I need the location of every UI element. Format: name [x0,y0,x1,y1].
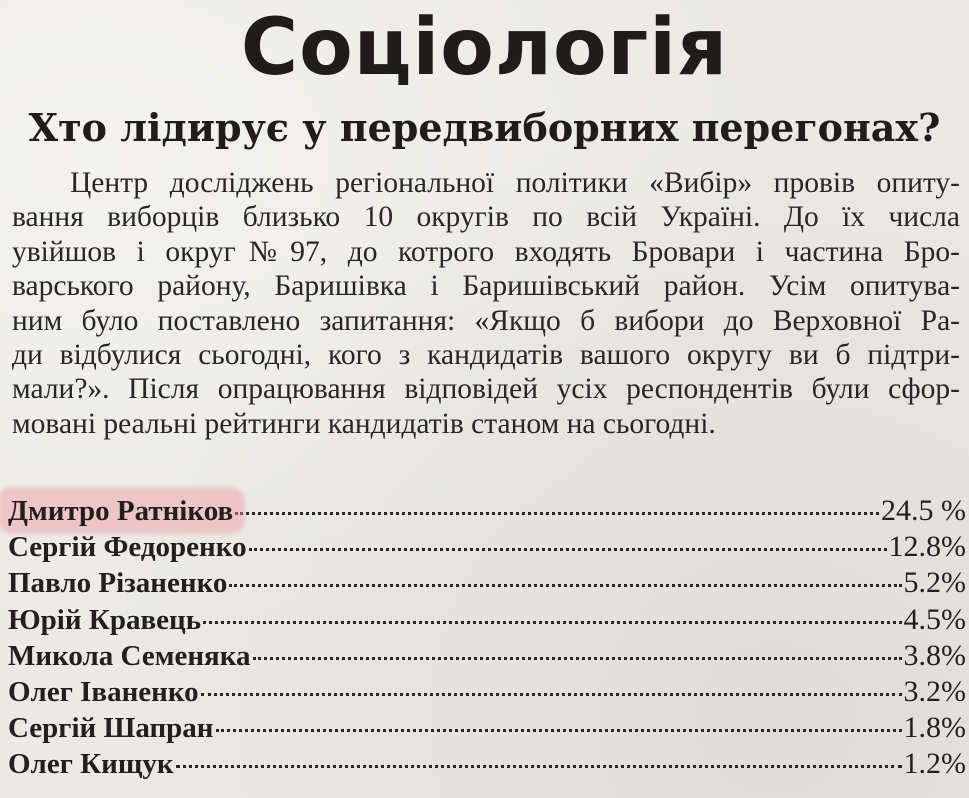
candidate-name: Павло Різаненко [8,567,228,600]
candidate-percent: 3.2% [903,674,966,708]
article-subtitle: Хто лідирує у передвиборних перегонах? [28,105,941,150]
candidate-name: Олег Іваненко [8,675,199,708]
page-title: Соціологія [240,3,729,93]
rating-row [8,603,966,639]
candidate-name: Юрій Кравець [8,603,202,636]
candidate-percent: 24.5 % [881,494,966,527]
dot-leader [229,584,901,587]
dot-leader [201,693,902,696]
candidate-name: Микола Семеняка [8,639,251,672]
body-line: мовані реальні рейтинги кандидатів станом на сьогодні. [12,407,716,440]
candidate-percent: 5.2% [903,566,966,600]
body-line: вання виборців близько 10 округів по всій Україні. До їх числа [12,201,960,234]
candidate-name: Сергій Шапран [8,712,214,745]
rating-row [8,494,966,530]
rating-row [8,639,966,675]
candidate-percent: 3.8% [903,638,966,672]
dot-leader [203,621,901,624]
dot-leader [176,765,902,768]
ratings-list [8,494,966,784]
body-line: Центр досліджень регіональної політики «Вибір» провів опиту- [70,167,960,199]
article-body [12,166,960,441]
candidate-name: Дмитро Ратніков [8,495,234,527]
body-line: ним було поставлено запитання: «Якщо б вибори до Верховної Ра- [12,304,960,337]
body-line: варського району, Баришівка і Баришівський район. Усім опитува- [12,270,960,303]
rating-row [8,566,966,602]
dot-leader [253,657,902,660]
rating-row [8,711,966,747]
rating-row [8,530,966,566]
rating-row [8,675,966,711]
body-line: ди відбулися сьогодні, кого з кандидатів вашого округу ви б підтри- [12,339,960,372]
candidate-percent: 12.8% [888,530,966,564]
dot-leader [249,548,887,551]
dot-leader [235,512,879,515]
body-line: мали?». Після опрацювання відповідей усіх респондентів були сфор- [12,373,960,406]
body-line: увійшов і округ№97, до котрого входять Бровари і частина Бро- [12,235,960,268]
candidate-percent: 1.8% [903,711,966,745]
candidate-percent: 4.5% [903,602,966,636]
candidate-percent: 1.2% [903,747,966,781]
rating-row [8,747,966,783]
dot-leader [216,729,902,732]
candidate-name: Сергій Федоренко [8,531,247,564]
candidate-name: Олег Кищук [8,748,174,781]
